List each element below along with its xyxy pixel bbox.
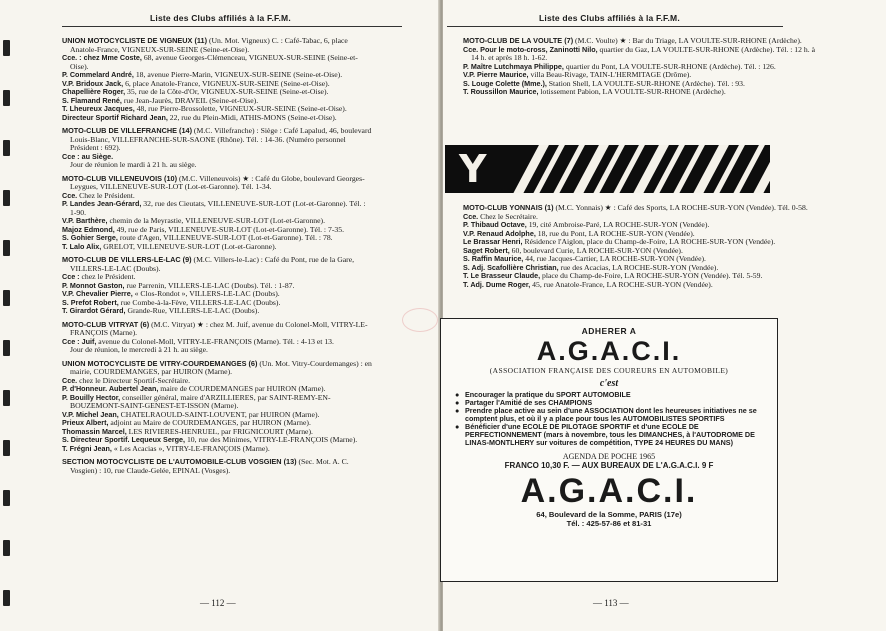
- club-name: MOTO-CLUB YONNAIS (1): [463, 203, 554, 212]
- member-role: Cce.: [463, 211, 479, 221]
- member-details: Chez le Président.: [79, 190, 135, 200]
- bullet-dot-icon: ●: [455, 398, 460, 407]
- club-name: MOTO-CLUB DE VILLERS-LE-LAC (9): [62, 255, 192, 264]
- member-details: villa Beau-Rivage, TAIN-L'HERMITAGE (Drôme).: [530, 70, 692, 79]
- member-role: P. Landes Jean-Gérard,: [62, 199, 142, 208]
- member-role: S. Louge Colette (Mme.),: [463, 78, 547, 88]
- binding-hole: [3, 90, 10, 106]
- binding-hole: [3, 340, 10, 356]
- club-heading: [62, 321, 372, 338]
- ad-telephone: Tél. : 425-57-86 et 81-31: [566, 519, 652, 528]
- member-role: Cce : Juif,: [62, 336, 97, 346]
- member-role: V.P. Chevalier Pierre,: [62, 289, 133, 298]
- club-detail-line: [62, 394, 372, 411]
- ad-bullet-text: Bénéficier d'une ECOLE DE PILOTAGE SPORTIF et d'une ECOLE DE PERFECTIONNEMENT (mars à novembre, tous les DIMANCHES, à l'AUTODROME DE LINAS-MONTLHERY sur voitures de compétition, TYPE 24 HEURES DU MANS): [465, 422, 755, 447]
- member-details: rue Combe-à-la-Fève, VILLERS-LE-LAC (Doubs).: [120, 297, 281, 307]
- member-role: T. Frégni Jean,: [62, 443, 112, 453]
- ad-price: FRANCO 10,30 F. — AUX BUREAUX DE L'A.G.A.C.I. 9 F: [504, 461, 714, 470]
- member-role: P. Monnot Gaston,: [62, 280, 125, 290]
- member-details: lotissement Pabion, LA VOULTE-SUR-RHONE (Ardèche).: [540, 87, 726, 96]
- member-details: 18, avenue Pierre-Marin, VIGNEUX-SUR-SEINE (Seine-et-Oise).: [135, 70, 343, 79]
- binding-hole: [3, 540, 10, 556]
- club-name: MOTO-CLUB DE LA VOULTE (7): [463, 36, 574, 45]
- club-address: (M.C. Vitryat) ★ : chez M. Juif, avenue du Colonel-Moll, VITRY-LE-FRANÇOIS (Marne).: [70, 319, 368, 337]
- member-details: adjoint au Maire de COURDEMANGES, par HUIRON (Marne).: [110, 418, 311, 427]
- club-name: MOTO-CLUB VILLENEUVOIS (10): [62, 173, 178, 183]
- club-address: (M.C. Yonnais) ★ : Café des Sports, LA ROCHE-SUR-YON (Vendée). Tél. 0-58.: [555, 203, 808, 212]
- club-detail-line: [62, 114, 372, 123]
- member-role: V.P. Michel Jean,: [62, 409, 119, 419]
- banner-letter: Y: [459, 147, 487, 191]
- member-role: Chapellière Roger,: [62, 87, 126, 96]
- club-address: (Sec. Mot. A. C. Vosgien) : 10, rue Claude-Gelée, EPINAL (Vosges).: [70, 457, 349, 475]
- member-details: 22, rue du Plein-Midi, ATHIS-MONS (Seine-et-Oise).: [169, 112, 337, 122]
- member-role: Cce.: [62, 190, 78, 200]
- member-role: V.P. Renaud Adolphe,: [463, 228, 536, 238]
- binding-hole: [3, 490, 10, 506]
- member-details: 60, boulevard Curie, LA ROCHE-SUR-YON (Vendée).: [511, 245, 683, 255]
- member-details: LES RIVIERES-HENRUEL, par FRIGNICOURT (Marne).: [128, 426, 313, 436]
- club-detail-line: [62, 243, 372, 252]
- member-role: P. Thibaud Octave,: [463, 220, 527, 229]
- club-detail-line: [62, 161, 372, 170]
- member-role: Cce. : chez Mme Coste,: [62, 53, 142, 62]
- member-details: Jour de réunion le mardi à 21 h. au siège.: [70, 160, 197, 169]
- club-list-right-bottom: [463, 204, 823, 294]
- club-detail-line: [62, 445, 372, 454]
- member-details: CHATELRAOULD-SAINT-LOUVENT, par HUIRON (Marne).: [120, 409, 320, 419]
- ad-bullet-text: Partager l'Amitié de ses CHAMPIONS: [465, 398, 593, 407]
- club-address: (M.C. Villefranche) : Siège : Café Lapalud, 46, boulevard Louis-Blanc, VILLEFRANCHE-SUR-SAONE (Rhône). Tél. : 14-36. (Numéro personnel Président : 692).: [70, 126, 372, 152]
- member-role: T. Le Brasseur Claude,: [463, 271, 541, 280]
- member-role: S. Flamand René,: [62, 95, 122, 105]
- binding-hole: [3, 290, 10, 306]
- club-detail-line: [463, 281, 823, 290]
- member-role: P. Commelard André,: [62, 70, 134, 79]
- member-details: route d'Agen, VILLENEUVE-SUR-LOT (Lot-et-Garonne). Tél. : 78.: [119, 233, 333, 242]
- club-list-left: [62, 37, 372, 480]
- member-role: V.P. Pierre Maurice,: [463, 70, 529, 79]
- club-heading: [62, 360, 372, 377]
- member-details: conseiller général, maire d'ARZILLIERES, par SAINT-REMY-EN-BOUZEMONT-SAINT-GENEST-ET-ISSON (Marne).: [70, 392, 331, 410]
- binding-hole: [3, 440, 10, 456]
- member-details: 10, rue des Minimes, VITRY-LE-FRANÇOIS (Marne).: [186, 435, 358, 444]
- binding-holes: [0, 0, 14, 631]
- folio-left: — 112 —: [200, 598, 236, 608]
- member-role: P. Maître Lutchmaya Philippe,: [463, 61, 564, 71]
- club-heading: [62, 458, 372, 475]
- member-details: place du Champ-de-Foire, LA ROCHE-SUR-YON (Vendée). Tél. 5-59.: [542, 271, 763, 280]
- ad-bullet-item: [455, 407, 763, 423]
- member-details: 48, rue Pierre-Brossolette, VIGNEUX-SUR-SEINE (Seine-et-Oise).: [136, 104, 347, 113]
- club-name: MOTO-CLUB DE VILLEFRANCHE (14): [62, 126, 192, 135]
- member-role: T. Girardot Gérard,: [62, 306, 126, 315]
- member-details: chemin de la Meyrastie, VILLENEUVE-SUR-LOT (Lot-et-Garonne).: [109, 216, 326, 225]
- member-details: « Les Acacias », VITRY-LE-FRANÇOIS (Marne).: [113, 443, 270, 453]
- member-details: Résidence l'Aiglon, place du Champ-de-Foire, LA ROCHE-SUR-YON (Vendée).: [524, 237, 776, 246]
- club-name: MOTO-CLUB VITRYAT (6): [62, 319, 150, 329]
- member-details: 49, rue de Paris, VILLENEUVE-SUR-LOT (Lot-et-Garonne). Tél. : 7-35.: [116, 224, 345, 234]
- binding-hole: [3, 590, 10, 606]
- club-address: (M.C. Villeneuvois) ★ : Café du Globe, boulevard Georges-Leygues, VILLENEUVE-SUR-LOT (Lot-et-Garonne). Tél. 1-34.: [70, 173, 365, 191]
- club-entry: [62, 37, 372, 122]
- club-detail-line: [62, 54, 372, 71]
- member-details: Station Shell, LA VOULTE-SUR-RHONE (Ardèche). Tél. : 93.: [548, 78, 745, 88]
- member-role: Majoz Edmond,: [62, 224, 115, 234]
- binding-hole: [3, 390, 10, 406]
- member-role: Thomassin Marcel,: [62, 426, 127, 436]
- ad-adhere: ADHERER A: [581, 326, 637, 336]
- ad-association: (ASSOCIATION FRANÇAISE DES COUREURS EN AUTOMOBILE): [489, 366, 729, 375]
- club-detail-line: [463, 88, 823, 97]
- binding-hole: [3, 240, 10, 256]
- ad-bullet-item: [455, 423, 763, 447]
- club-name: UNION MOTOCYCLISTE DE VIGNEUX (11): [62, 36, 208, 45]
- member-role: V.P. Barthère,: [62, 216, 108, 225]
- member-role: Saget Robert,: [463, 245, 510, 255]
- member-role: T. Lheureux Jacques,: [62, 104, 135, 113]
- club-heading: [62, 175, 372, 192]
- club-entry: [62, 127, 372, 170]
- club-entry: [62, 458, 372, 475]
- club-entry: [62, 175, 372, 252]
- left-page: [0, 0, 440, 631]
- member-details: rue Jean-Jaurès, DRAVEIL (Seine-et-Oise).: [123, 95, 259, 105]
- member-details: « Clos-Rondot », VILLERS-LE-LAC (Doubs).: [134, 289, 280, 298]
- member-details: 32, rue des Cieutats, VILLENEUVE-SUR-LOT (Lot-et-Garonne). Tél. : 1-90.: [70, 199, 366, 217]
- bullet-dot-icon: ●: [455, 422, 460, 431]
- member-role: S. Raffin Maurice,: [463, 254, 524, 263]
- member-details: avenue du Colonel-Moll, VITRY-LE-FRANÇOIS (Marne). Tél. : 4-13 et 13.: [98, 336, 334, 346]
- ad-address: 64, Boulevard de la Somme, PARIS (17e): [536, 510, 682, 519]
- member-details: Chez le Secrétaire.: [480, 211, 538, 221]
- ad-bullet-text: Prendre place active au sein d'une ASSOCIATION dont les heureuses initiatives ne se comptent plus, et où il y a place pour tous les AUTOMOBILISTES SPORTIFS: [465, 406, 757, 423]
- member-details: Jour de réunion, le mercredi à 21 h. au siège.: [70, 345, 208, 354]
- member-details: 18, rue du Pont, LA ROCHE-SUR-YON (Vendée).: [537, 228, 695, 238]
- member-role: P. Bouilly Hector,: [62, 392, 121, 402]
- member-role: Prieux Albert,: [62, 418, 109, 427]
- club-entry: [62, 321, 372, 355]
- ad-bullet-text: Encourager la pratique du SPORT AUTOMOBILE: [465, 390, 631, 399]
- member-details: quartier du Gaz, LA VOULTE-SUR-RHONE (Ardèche). Tél. : 12 h. à 14 h. et après 18 h. 1-62.: [471, 44, 815, 62]
- member-details: quartier du Pont, LA VOULTE-SUR-RHONE (Ardèche). Tél. : 126.: [565, 61, 776, 71]
- member-role: T. Lalo Alix,: [62, 241, 102, 251]
- member-role: S. Adj. Scafollière Christian,: [463, 262, 559, 272]
- binding-hole: [3, 40, 10, 56]
- member-role: S. Prefot Robert,: [62, 297, 119, 307]
- club-name: SECTION MOTOCYCLISTE DE L'AUTOMOBILE-CLUB VOSGIEN (13): [62, 457, 297, 466]
- letter-y-banner: [445, 145, 770, 193]
- club-detail-line: [463, 46, 823, 63]
- club-entry: [62, 360, 372, 454]
- club-detail-line: [62, 346, 372, 355]
- header-rule-left: [62, 26, 402, 27]
- member-role: Le Brassar Henri,: [463, 237, 523, 246]
- member-details: 68, avenue Georges-Clémenceau, VIGNEUX-SUR-SEINE (Seine-et-Oise).: [70, 53, 358, 71]
- member-details: 6, place Anatole-France, VIGNEUX-SUR-SEINE (Seine-et-Oise).: [125, 78, 330, 88]
- member-details: Grande-Rue, VILLERS-LE-LAC (Doubs).: [127, 306, 260, 315]
- member-role: T. Adj. Dume Roger,: [463, 279, 531, 289]
- member-details: chez le Président.: [81, 272, 136, 281]
- member-details: chez le Directeur Sportif-Secrétaire.: [79, 375, 191, 385]
- ad-title: A.G.A.C.I.: [536, 336, 682, 366]
- club-entry: [463, 37, 823, 97]
- ad-bullet-list: [455, 391, 763, 447]
- binding-hole: [3, 190, 10, 206]
- member-role: Cce.: [62, 375, 78, 385]
- ad-title-large: A.G.A.C.I.: [520, 472, 698, 510]
- member-role: T. Roussillon Maurice,: [463, 87, 539, 96]
- member-role: Cce : au Siège.: [62, 151, 114, 161]
- running-head-right: Liste des Clubs affiliés à la F.F.M.: [539, 13, 680, 23]
- ad-agenda: AGENDA DE POCHE 1965: [562, 452, 656, 461]
- club-heading: [62, 256, 372, 273]
- club-detail-line: [62, 200, 372, 217]
- club-name: UNION MOTOCYCLISTE DE VITRY-COURDEMANGES (6): [62, 358, 258, 368]
- club-heading: [62, 37, 372, 54]
- member-role: Directeur Sportif Richard Jean,: [62, 112, 168, 122]
- member-role: Cce :: [62, 272, 80, 281]
- club-entry: [463, 204, 823, 289]
- member-details: rue des Acacias, LA ROCHE-SUR-YON (Vendée).: [560, 262, 719, 272]
- member-details: 35, rue de la Côte-d'Or, VIGNEUX-SUR-SEINE (Seine-et-Oise).: [127, 87, 329, 96]
- member-details: 45, rue Anatole-France, LA ROCHE-SUR-YON (Vendée).: [532, 279, 713, 289]
- club-heading: [62, 127, 372, 153]
- club-address: (Un. Mot. Vigneux) C. : Café-Tabac, 6, place Anatole-France, VIGNEUX-SUR-SEINE (Seine-et-Oise).: [70, 36, 348, 54]
- club-address: (Un. Mot. Vitry-Courdemanges) : en mairie, COURDEMANGES, par HUIRON (Marne).: [70, 358, 372, 376]
- agaci-advertisement: [440, 318, 778, 582]
- member-details: 19, cité Ambroise-Paré, LA ROCHE-SUR-YON (Vendée).: [528, 220, 710, 229]
- folio-right: — 113 —: [593, 598, 629, 608]
- header-rule-right: [447, 26, 783, 27]
- member-details: maire de COURDEMANGES par HUIRON (Marne).: [160, 384, 326, 393]
- club-detail-line: [62, 307, 372, 316]
- member-role: S. Directeur Sportif. Lequeux Serge,: [62, 435, 186, 444]
- member-details: GRELOT, VILLENEUVE-SUR-LOT (Lot-et-Garonne).: [103, 241, 277, 251]
- running-head-left: Liste des Clubs affiliés à la F.F.M.: [150, 13, 291, 23]
- member-role: P. d'Honneur. Aubertel Jean,: [62, 384, 159, 393]
- ad-cest: c'est: [599, 378, 619, 389]
- binding-hole: [3, 140, 10, 156]
- club-list-right-top: [463, 37, 823, 102]
- library-stamp: [402, 308, 438, 332]
- member-role: S. Gohier Serge,: [62, 233, 118, 242]
- bullet-dot-icon: ●: [455, 406, 460, 415]
- member-role: V.P. Bridoux Jack,: [62, 78, 124, 88]
- club-address: (M.C. Voulte) ★ : Bar du Triage, LA VOULTE-SUR-RHONE (Ardèche).: [575, 36, 802, 45]
- member-details: 44, rue Jacques-Cartier, LA ROCHE-SUR-YON (Vendée).: [525, 254, 706, 263]
- club-entry: [62, 256, 372, 316]
- club-address: (M.C. Villers-le-Lac) : Café du Pont, rue de la Gare, VILLERS-LE-LAC (Doubs).: [70, 255, 355, 273]
- member-details: rue Parrenin, VILLERS-LE-LAC (Doubs). Tél. : 1-87.: [126, 280, 295, 290]
- bullet-dot-icon: ●: [455, 390, 460, 399]
- member-role: Cce. Pour le moto-cross, Zaninotti Nilo,: [463, 44, 598, 54]
